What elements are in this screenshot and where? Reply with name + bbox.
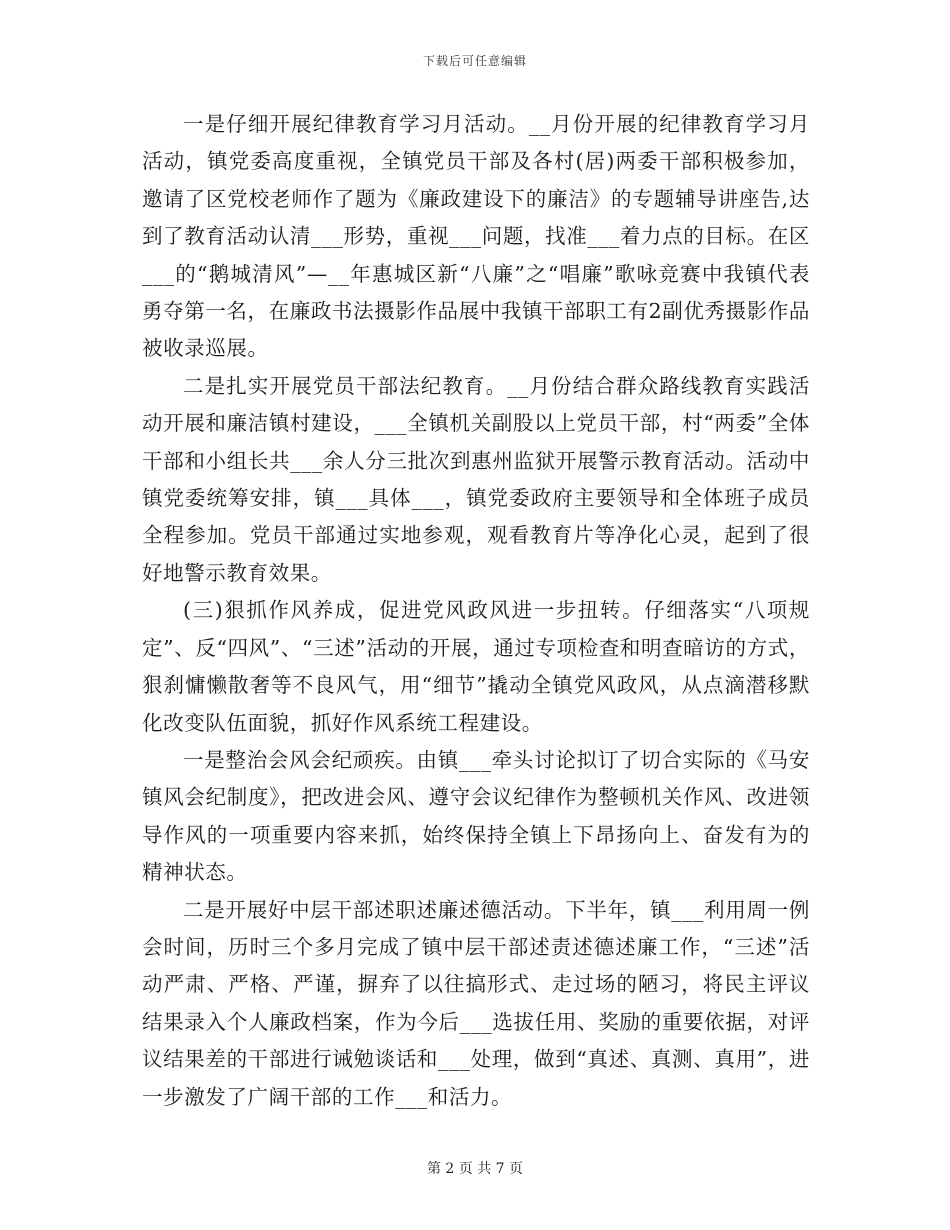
- paragraph-meeting-discipline: 一是整治会风会纪顽疾。由镇___牵头讨论拟订了切合实际的《马安镇风会纪制度》，把改进会风、遵守会议纪律作为整顿机关作风、改进领导作风的一项重要内容来抓，始终保持全镇上下昂扬向上、奋发有为的精神状态。: [142, 747, 810, 885]
- paragraph-legal-discipline-education: 二是扎实开展党员干部法纪教育。__月份结合群众路线教育实践活动开展和廉洁镇村建设，___全镇机关副股以上党员干部，村“两委”全体干部和小组长共___余人分三批次到惠州监狱开展警示教育活动。活动中镇党委统筹安排，镇___具体___，镇党委政府主要领导和全体班子成员全程参加。党员干部通过实地参观，观看教育片等净化心灵，起到了很好地警示教育效果。: [142, 373, 810, 585]
- page-number: 第 2 页 共 7 页: [426, 1161, 524, 1177]
- page-header: 下载后可任意编辑: [422, 54, 527, 68]
- document-body: [142, 106, 810, 1116]
- paragraph-discipline-education-month: 一是仔细开展纪律教育学习月活动。__月份开展的纪律教育学习月活动，镇党委高度重视，全镇党员干部及各村(居)两委干部积极参加，邀请了区党校老师作了题为《廉政建设下的廉洁》的专题辅导讲座告,达到了教育活动认清___形势，重视___问题，找准___着力点的目标。在区___的“鹅城清风”—__年惠城区新“八廉”之“唱廉”歌咏竞赛中我镇代表勇夺第一名，在廉政书法摄影作品展中我镇干部职工有2副优秀摄影作品被收录巡展。: [142, 112, 810, 361]
- paragraph-mid-level-cadre-review: 二是开展好中层干部述职述廉述德活动。下半年，镇___利用周一例会时间，历时三个多月完成了镇中层干部述责述德述廉工作，“三述”活动严肃、严格、严谨，摒弃了以往搞形式、走过场的陋习，将民主评议结果录入个人廉政档案，作为今后___选拔任用、奖励的重要依据，对评议结果差的干部进行诫勉谈话和___处理，做到“真述、真测、真用”，进一步激发了广阔干部的工作___和活力。: [142, 897, 810, 1109]
- paragraph-work-style: (三)狠抓作风养成，促进党风政风进一步扭转。仔细落实“八项规定”、反“四风”、“三述”活动的开展，通过专项检查和明查暗访的方式，狠刹慵懒散奢等不良风气，用“细节”撬动全镇党风政风，从点滴潜移默化改变队伍面貌，抓好作风系统工程建设。: [142, 598, 810, 735]
